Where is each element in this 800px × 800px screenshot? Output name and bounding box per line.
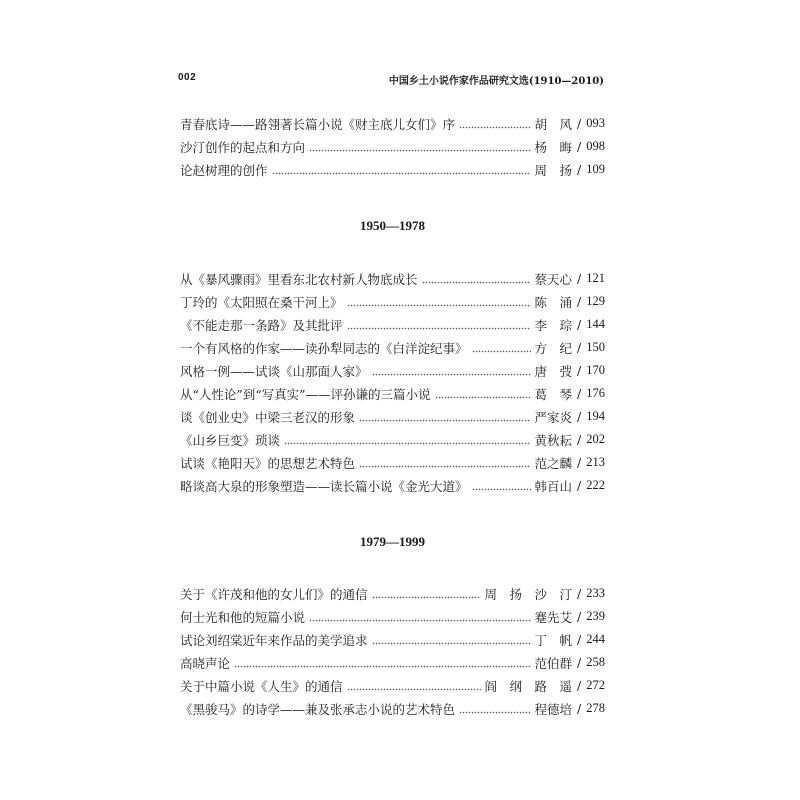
toc-entry-author: 阎 纲 路 遥 xyxy=(484,678,573,694)
dot-leader xyxy=(372,588,481,599)
toc-entry[interactable]: 关于《许茂和他的女儿们》的通信 周 扬 沙 汀 / 233 xyxy=(180,586,605,602)
dot-leader xyxy=(459,118,531,129)
toc-entry-title: 试谈《艳阳天》的思想艺术特色 xyxy=(180,455,356,471)
dot-leader xyxy=(459,703,531,714)
toc-entry-title: 一个有风格的作家——读孙犁同志的《白洋淀纪事》 xyxy=(180,340,468,356)
toc-entry-title: 略谈高大泉的形象塑造——读长篇小说《金光大道》 xyxy=(180,478,468,494)
dot-leader xyxy=(234,657,531,668)
dot-leader xyxy=(435,388,531,399)
toc-section-1910-1949 xyxy=(180,112,605,181)
dot-leader xyxy=(372,365,531,376)
book-title: 中国乡土小说作家作品研究文选(1910—2010) xyxy=(388,76,604,87)
toc-entry[interactable]: 高晓声论 范伯群 / 258 xyxy=(180,655,605,671)
toc-entry-title: 从《暴风骤雨》里看东北农村新人物底成长 xyxy=(180,271,418,287)
toc-entry-author: 黄秋耘 xyxy=(534,432,573,448)
toc-entry-page: 213 xyxy=(586,455,605,469)
toc-entry[interactable]: 试谈《艳阳天》的思想艺术特色 范之麟 / 213 xyxy=(180,455,605,471)
toc-entry-author: 周 扬 沙 汀 xyxy=(484,586,573,602)
toc-entry[interactable]: 从“人性论”到“写真实”——评孙谦的三篇小说 葛 琴 / 176 xyxy=(180,386,605,402)
section-heading-1979-1999: 1979—1999 xyxy=(360,534,425,549)
toc-entry-author: 唐 弢 xyxy=(534,363,573,379)
dot-leader xyxy=(359,457,531,468)
page-number: 002 xyxy=(178,72,197,83)
toc-entry-page: 098 xyxy=(586,139,605,153)
toc-entry-page: 144 xyxy=(586,317,605,331)
toc-section-1950-1978 xyxy=(180,267,605,497)
toc-entry-title: 沙汀创作的起点和方向 xyxy=(180,139,306,155)
toc-entry-page: 121 xyxy=(586,271,605,285)
toc-entry-title: 丁玲的《太阳照在桑干河上》 xyxy=(180,294,343,310)
toc-entry-title: 青春底诗——路翎著长篇小说《财主底儿女们》序 xyxy=(180,116,456,132)
toc-entry-author: 丁 帆 xyxy=(534,632,573,648)
toc-entry-title: 风格一例——试谈《山那面人家》 xyxy=(180,363,368,379)
toc-entry[interactable]: 论赵树理的创作 周 扬 / 109 xyxy=(180,162,605,178)
toc-entry-title: 谈《创业史》中梁三老汉的形象 xyxy=(180,409,356,425)
toc-entry[interactable]: 从《暴风骤雨》里看东北农村新人物底成长 蔡天心 / 121 xyxy=(180,271,605,287)
toc-entry-author: 胡 风 xyxy=(534,116,573,132)
toc-entry-page: 222 xyxy=(586,478,605,492)
toc-entry-page: 244 xyxy=(586,632,605,646)
toc-entry-author: 葛 琴 xyxy=(534,386,573,402)
section-heading-1950-1978: 1950—1978 xyxy=(360,218,425,233)
toc-entry-page: 109 xyxy=(586,162,605,176)
dot-leader xyxy=(284,434,531,445)
toc-entry-author: 李 琮 xyxy=(534,317,573,333)
toc-entry[interactable]: 谈《创业史》中梁三老汉的形象 严家炎 / 194 xyxy=(180,409,605,425)
running-header xyxy=(178,72,604,88)
toc-entry-page: 233 xyxy=(586,586,605,600)
toc-entry[interactable]: 《山乡巨变》琐谈 黄秋耘 / 202 xyxy=(180,432,605,448)
toc-entry-title: 高晓声论 xyxy=(180,655,231,671)
toc-entry[interactable]: 一个有风格的作家——读孙犁同志的《白洋淀纪事》 方 纪 / 150 xyxy=(180,340,605,356)
dot-leader xyxy=(372,634,531,645)
toc-section-1979-1999 xyxy=(180,582,605,720)
dot-leader xyxy=(347,680,481,691)
toc-entry-title: 何士光和他的短篇小说 xyxy=(180,609,306,625)
dot-leader xyxy=(359,411,531,422)
toc-entry[interactable]: 何士光和他的短篇小说 蹇先艾 / 239 xyxy=(180,609,605,625)
toc-entry-author: 杨 晦 xyxy=(534,139,573,155)
toc-entry-author: 严家炎 xyxy=(534,409,573,425)
toc-entry-title: 试论刘绍棠近年来作品的美学追求 xyxy=(180,632,368,648)
toc-entry-page: 194 xyxy=(586,409,605,423)
toc-entry-author: 陈 涌 xyxy=(534,294,573,310)
toc-entry-title: 《山乡巨变》琐谈 xyxy=(180,432,281,448)
toc-entry-author: 方 纪 xyxy=(534,340,573,356)
toc-entry[interactable]: 关于中篇小说《人生》的通信 阎 纲 路 遥 / 272 xyxy=(180,678,605,694)
dot-leader xyxy=(347,319,531,330)
toc-entry-page: 150 xyxy=(586,340,605,354)
dot-leader xyxy=(309,141,531,152)
toc-entry[interactable]: 风格一例——试谈《山那面人家》 唐 弢 / 170 xyxy=(180,363,605,379)
toc-entry[interactable]: 略谈高大泉的形象塑造——读长篇小说《金光大道》 韩百山 / 222 xyxy=(180,478,605,494)
toc-entry[interactable]: 《不能走那一条路》及其批评 李 琮 / 144 xyxy=(180,317,605,333)
toc-entry-page: 170 xyxy=(586,363,605,377)
dot-leader xyxy=(309,611,531,622)
toc-entry-page: 239 xyxy=(586,609,605,623)
toc-entry[interactable]: 丁玲的《太阳照在桑干河上》 陈 涌 / 129 xyxy=(180,294,605,310)
toc-entry-author: 范之麟 xyxy=(534,455,573,471)
toc-entry-page: 176 xyxy=(586,386,605,400)
dot-leader xyxy=(422,273,531,284)
dot-leader xyxy=(472,480,531,491)
toc-entry-author: 蔡天心 xyxy=(534,271,573,287)
toc-entry-page: 278 xyxy=(586,701,605,715)
dot-leader xyxy=(272,164,531,175)
dot-leader xyxy=(472,342,531,353)
toc-entry-page: 093 xyxy=(586,116,605,130)
toc-entry-title: 《黑骏马》的诗学——兼及张承志小说的艺术特色 xyxy=(180,701,456,717)
toc-entry-title: 论赵树理的创作 xyxy=(180,162,268,178)
toc-entry-title: 关于《许茂和他的女儿们》的通信 xyxy=(180,586,368,602)
toc-entry-title: 关于中篇小说《人生》的通信 xyxy=(180,678,343,694)
toc-entry-title: 从“人性论”到“写真实”——评孙谦的三篇小说 xyxy=(180,386,431,402)
toc-entry[interactable]: 青春底诗——路翎著长篇小说《财主底儿女们》序 胡 风 / 093 xyxy=(180,116,605,132)
toc-entry[interactable]: 沙汀创作的起点和方向 杨 晦 / 098 xyxy=(180,139,605,155)
toc-entry-page: 202 xyxy=(586,432,605,446)
toc-entry-author: 范伯群 xyxy=(534,655,573,671)
toc-entry-title: 《不能走那一条路》及其批评 xyxy=(180,317,343,333)
toc-entry-page: 272 xyxy=(586,678,605,692)
toc-entry-page: 258 xyxy=(586,655,605,669)
toc-entry[interactable]: 《黑骏马》的诗学——兼及张承志小说的艺术特色 程德培 / 278 xyxy=(180,701,605,717)
dot-leader xyxy=(347,296,531,307)
toc-entry[interactable]: 试论刘绍棠近年来作品的美学追求 丁 帆 / 244 xyxy=(180,632,605,648)
toc-entry-author: 韩百山 xyxy=(534,478,573,494)
toc-entry-author: 程德培 xyxy=(534,701,573,717)
toc-entry-page: 129 xyxy=(586,294,605,308)
toc-entry-author: 周 扬 xyxy=(534,162,573,178)
toc-entry-author: 蹇先艾 xyxy=(534,609,573,625)
